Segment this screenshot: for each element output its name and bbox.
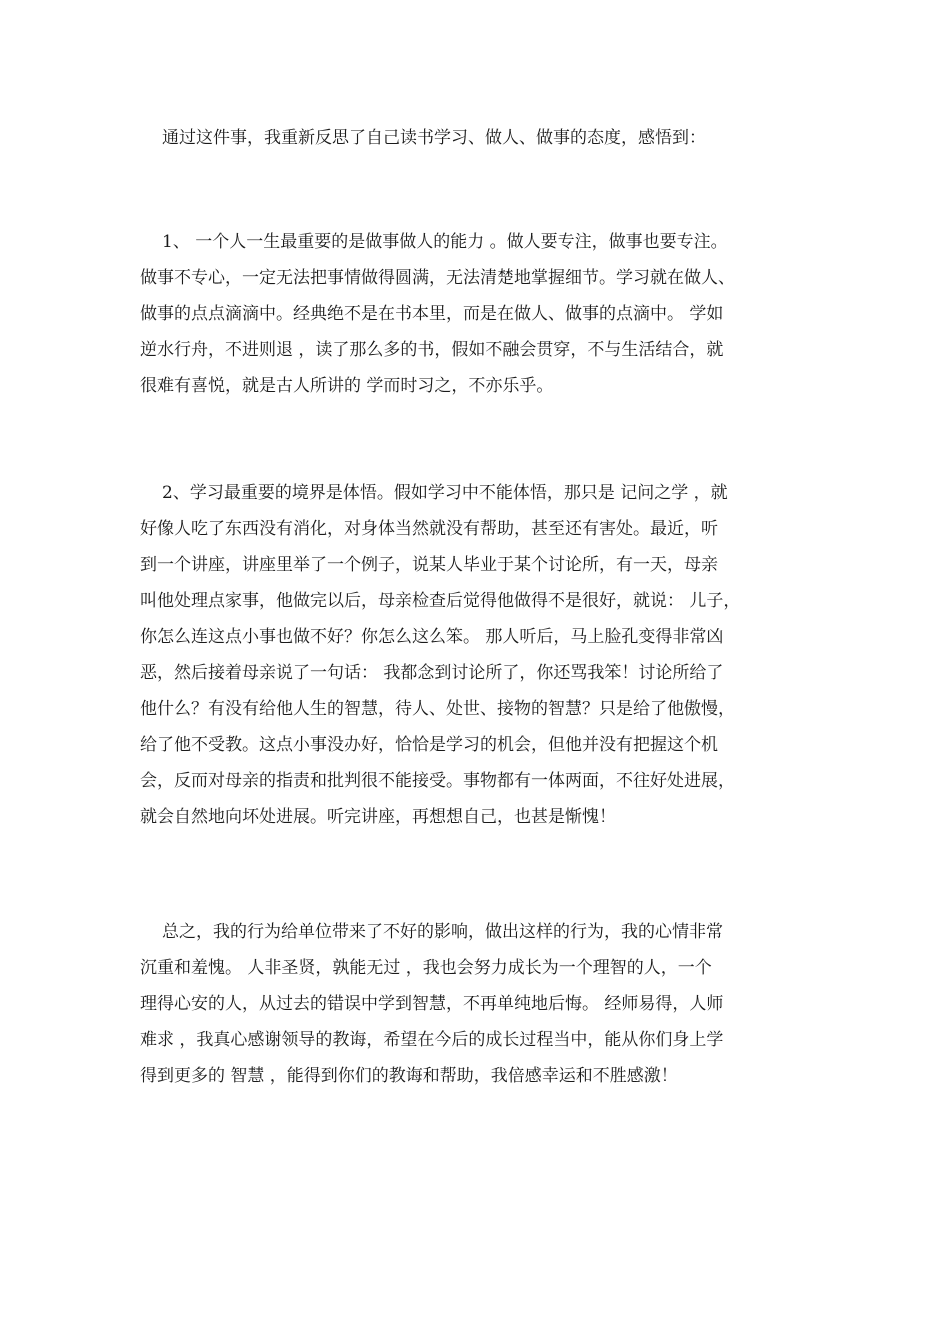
text-line: 到一个讲座，讲座里举了一个例子，说某人毕业于某个讨论所，有一天，母亲 [140, 555, 718, 575]
text-line: 叫他处理点家事，他做完以后，母亲检查后觉得他做得不是很好，就说： 儿子， [140, 591, 741, 611]
paragraph-point-1 [140, 224, 810, 404]
text-line: 好像人吃了东西没有消化，对身体当然就没有帮助，甚至还有害处。最近，听 [140, 519, 718, 539]
text-line: 1、 一个人一生最重要的是做事做人的能力 。做人要专注，做事也要专注。 [162, 232, 728, 252]
text-line: 难求 ，我真心感谢领导的教诲，希望在今后的成长过程当中，能从你们身上学 [140, 1030, 724, 1050]
text-line: 你怎么连这点小事也做不好？你怎么这么笨。 那人听后，马上脸孔变得非常凶 [140, 627, 724, 647]
paragraph-point-2 [140, 475, 810, 835]
text-line: 给了他不受教。这点小事没办好，恰恰是学习的机会，但他并没有把握这个机 [140, 735, 718, 755]
text-line: 会，反而对母亲的指责和批判很不能接受。事物都有一体两面，不往好处进展， [140, 771, 735, 791]
text-line: 总之，我的行为给单位带来了不好的影响，做出这样的行为，我的心情非常 [162, 922, 723, 942]
text-line: 做事不专心，一定无法把事情做得圆满，无法清楚地掌握细节。学习就在做人、 [140, 268, 735, 288]
text-line: 恶，然后接着母亲说了一句话： 我都念到讨论所了，你还骂我笨！讨论所给了 [140, 663, 724, 683]
paragraph-intro [140, 120, 810, 156]
text-line: 他什么？有没有给他人生的智慧，待人、处世、接物的智慧？只是给了他傲慢， [140, 699, 735, 719]
text-line: 做事的点点滴滴中。经典绝不是在书本里，而是在做人、做事的点滴中。 学如 [140, 304, 724, 324]
text-line: 很难有喜悦，就是古人所讲的 学而时习之，不亦乐乎。 [140, 376, 554, 396]
text-line: 2、学习最重要的境界是体悟。假如学习中不能体悟，那只是 记问之学 ，就 [162, 483, 728, 503]
text-line: 得到更多的 智慧 ，能得到你们的教诲和帮助，我倍感幸运和不胜感激！ [140, 1066, 678, 1086]
text-line: 理得心安的人，从过去的错误中学到智慧，不再单纯地后悔。 经师易得，人师 [140, 994, 724, 1014]
text-line: 逆水行舟，不进则退 ，读了那么多的书，假如不融会贯穿，不与生活结合，就 [140, 340, 724, 360]
text-line: 就会自然地向坏处进展。听完讲座，再想想自己，也甚是惭愧！ [140, 807, 616, 827]
paragraph-conclusion [140, 914, 810, 1094]
text-line: 通过这件事，我重新反思了自己读书学习、做人、做事的态度，感悟到： [162, 128, 706, 148]
text-line: 沉重和羞愧。 人非圣贤，孰能无过 ，我也会努力成长为一个理智的人，一个 [140, 958, 712, 978]
